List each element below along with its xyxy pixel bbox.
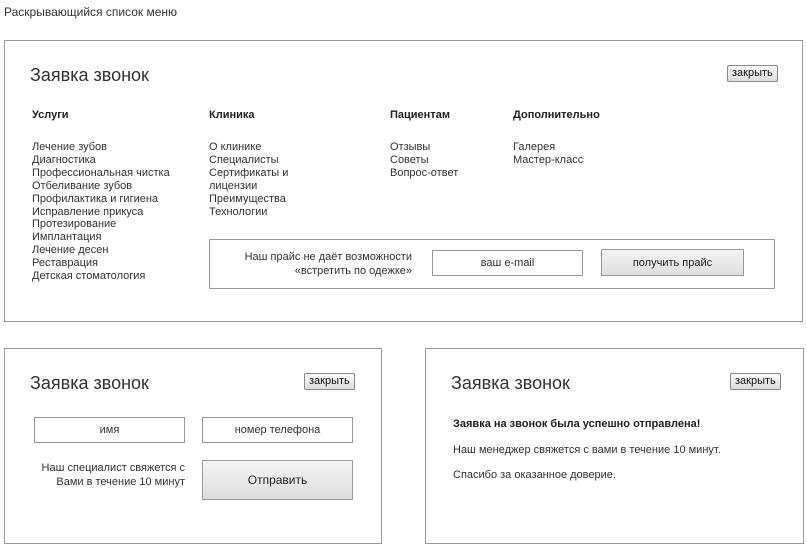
menu-link[interactable]: Специалисты bbox=[209, 153, 279, 166]
panel-title: Заявка звонок bbox=[451, 373, 570, 393]
menu-link[interactable]: Отзывы bbox=[390, 141, 431, 153]
menu-link[interactable]: О клинике bbox=[209, 141, 262, 153]
get-price-button[interactable]: получить прайс bbox=[601, 249, 744, 276]
menu-link[interactable]: Галерея bbox=[513, 141, 556, 153]
page-caption: Раскрывающийся список меню bbox=[4, 5, 177, 19]
success-message: Наш менеджер свяжется с вами в течение 10 минут. bbox=[453, 444, 721, 456]
menu-link[interactable]: Отбеливание зубов bbox=[32, 179, 133, 192]
panel-title: Заявка звонок bbox=[30, 65, 149, 85]
menu-link[interactable]: Лечение десен bbox=[32, 244, 109, 257]
phone-field[interactable] bbox=[202, 417, 353, 443]
menu-link[interactable]: Исправление прикуса bbox=[32, 205, 144, 218]
menu-link[interactable]: Профилактика и гигиена bbox=[32, 192, 159, 205]
menu-link[interactable]: Диагностика bbox=[32, 153, 96, 166]
close-button[interactable]: закрыть bbox=[730, 373, 781, 390]
menu-dropdown-panel bbox=[4, 40, 803, 322]
panel-title: Заявка звонок bbox=[30, 373, 149, 393]
thanks-message: Спасибо за оказанное доверие. bbox=[453, 469, 616, 481]
close-button[interactable]: закрыть bbox=[304, 373, 355, 390]
menu-link[interactable]: Детская стоматология bbox=[32, 270, 146, 283]
price-text-line: Наш прайс не даёт возможности bbox=[244, 251, 412, 263]
menu-column-heading: Услуги bbox=[32, 109, 69, 121]
menu-link[interactable]: Преимущества bbox=[209, 192, 286, 205]
callback-note-line: Наш специалист свяжется с bbox=[41, 462, 185, 474]
name-field[interactable] bbox=[34, 417, 185, 443]
menu-column-heading: Клиника bbox=[209, 109, 255, 121]
email-field[interactable] bbox=[432, 250, 583, 276]
price-request-box bbox=[209, 239, 775, 289]
callback-note bbox=[25, 462, 185, 489]
price-text-line: «встретить по одежке» bbox=[294, 265, 412, 277]
menu-link[interactable]: Вопрос-ответ bbox=[390, 166, 459, 179]
menu-column-additional bbox=[513, 109, 600, 167]
menu-link[interactable]: Советы bbox=[390, 153, 429, 166]
menu-link[interactable]: Протезирование bbox=[32, 218, 117, 231]
callback-success-panel bbox=[425, 348, 804, 544]
success-headline: Заявка на звонок была успешно отправлена! bbox=[453, 418, 701, 430]
menu-link[interactable]: Лечение зубов bbox=[32, 141, 108, 153]
menu-link[interactable]: лицензии bbox=[209, 179, 258, 192]
menu-column-heading: Дополнительно bbox=[513, 109, 600, 121]
menu-column-heading: Пациентам bbox=[390, 109, 450, 121]
submit-button[interactable]: Отправить bbox=[202, 460, 353, 500]
menu-link[interactable]: Реставрация bbox=[32, 257, 98, 270]
menu-column-patients bbox=[390, 109, 458, 180]
menu-link[interactable]: Имплантация bbox=[32, 231, 102, 244]
menu-link[interactable]: Мастер-класс bbox=[513, 153, 584, 166]
menu-link[interactable]: Профессиональная чистка bbox=[32, 166, 170, 179]
callback-note-line: Вами в течение 10 минут bbox=[56, 475, 185, 488]
menu-link[interactable]: Технологии bbox=[209, 205, 268, 218]
menu-column-clinic bbox=[209, 109, 288, 218]
menu-link[interactable]: Сертификаты и bbox=[209, 166, 289, 179]
close-button[interactable]: закрыть bbox=[727, 65, 778, 82]
menu-column-services bbox=[32, 109, 170, 283]
price-text bbox=[222, 250, 412, 278]
callback-form-panel bbox=[4, 348, 382, 544]
